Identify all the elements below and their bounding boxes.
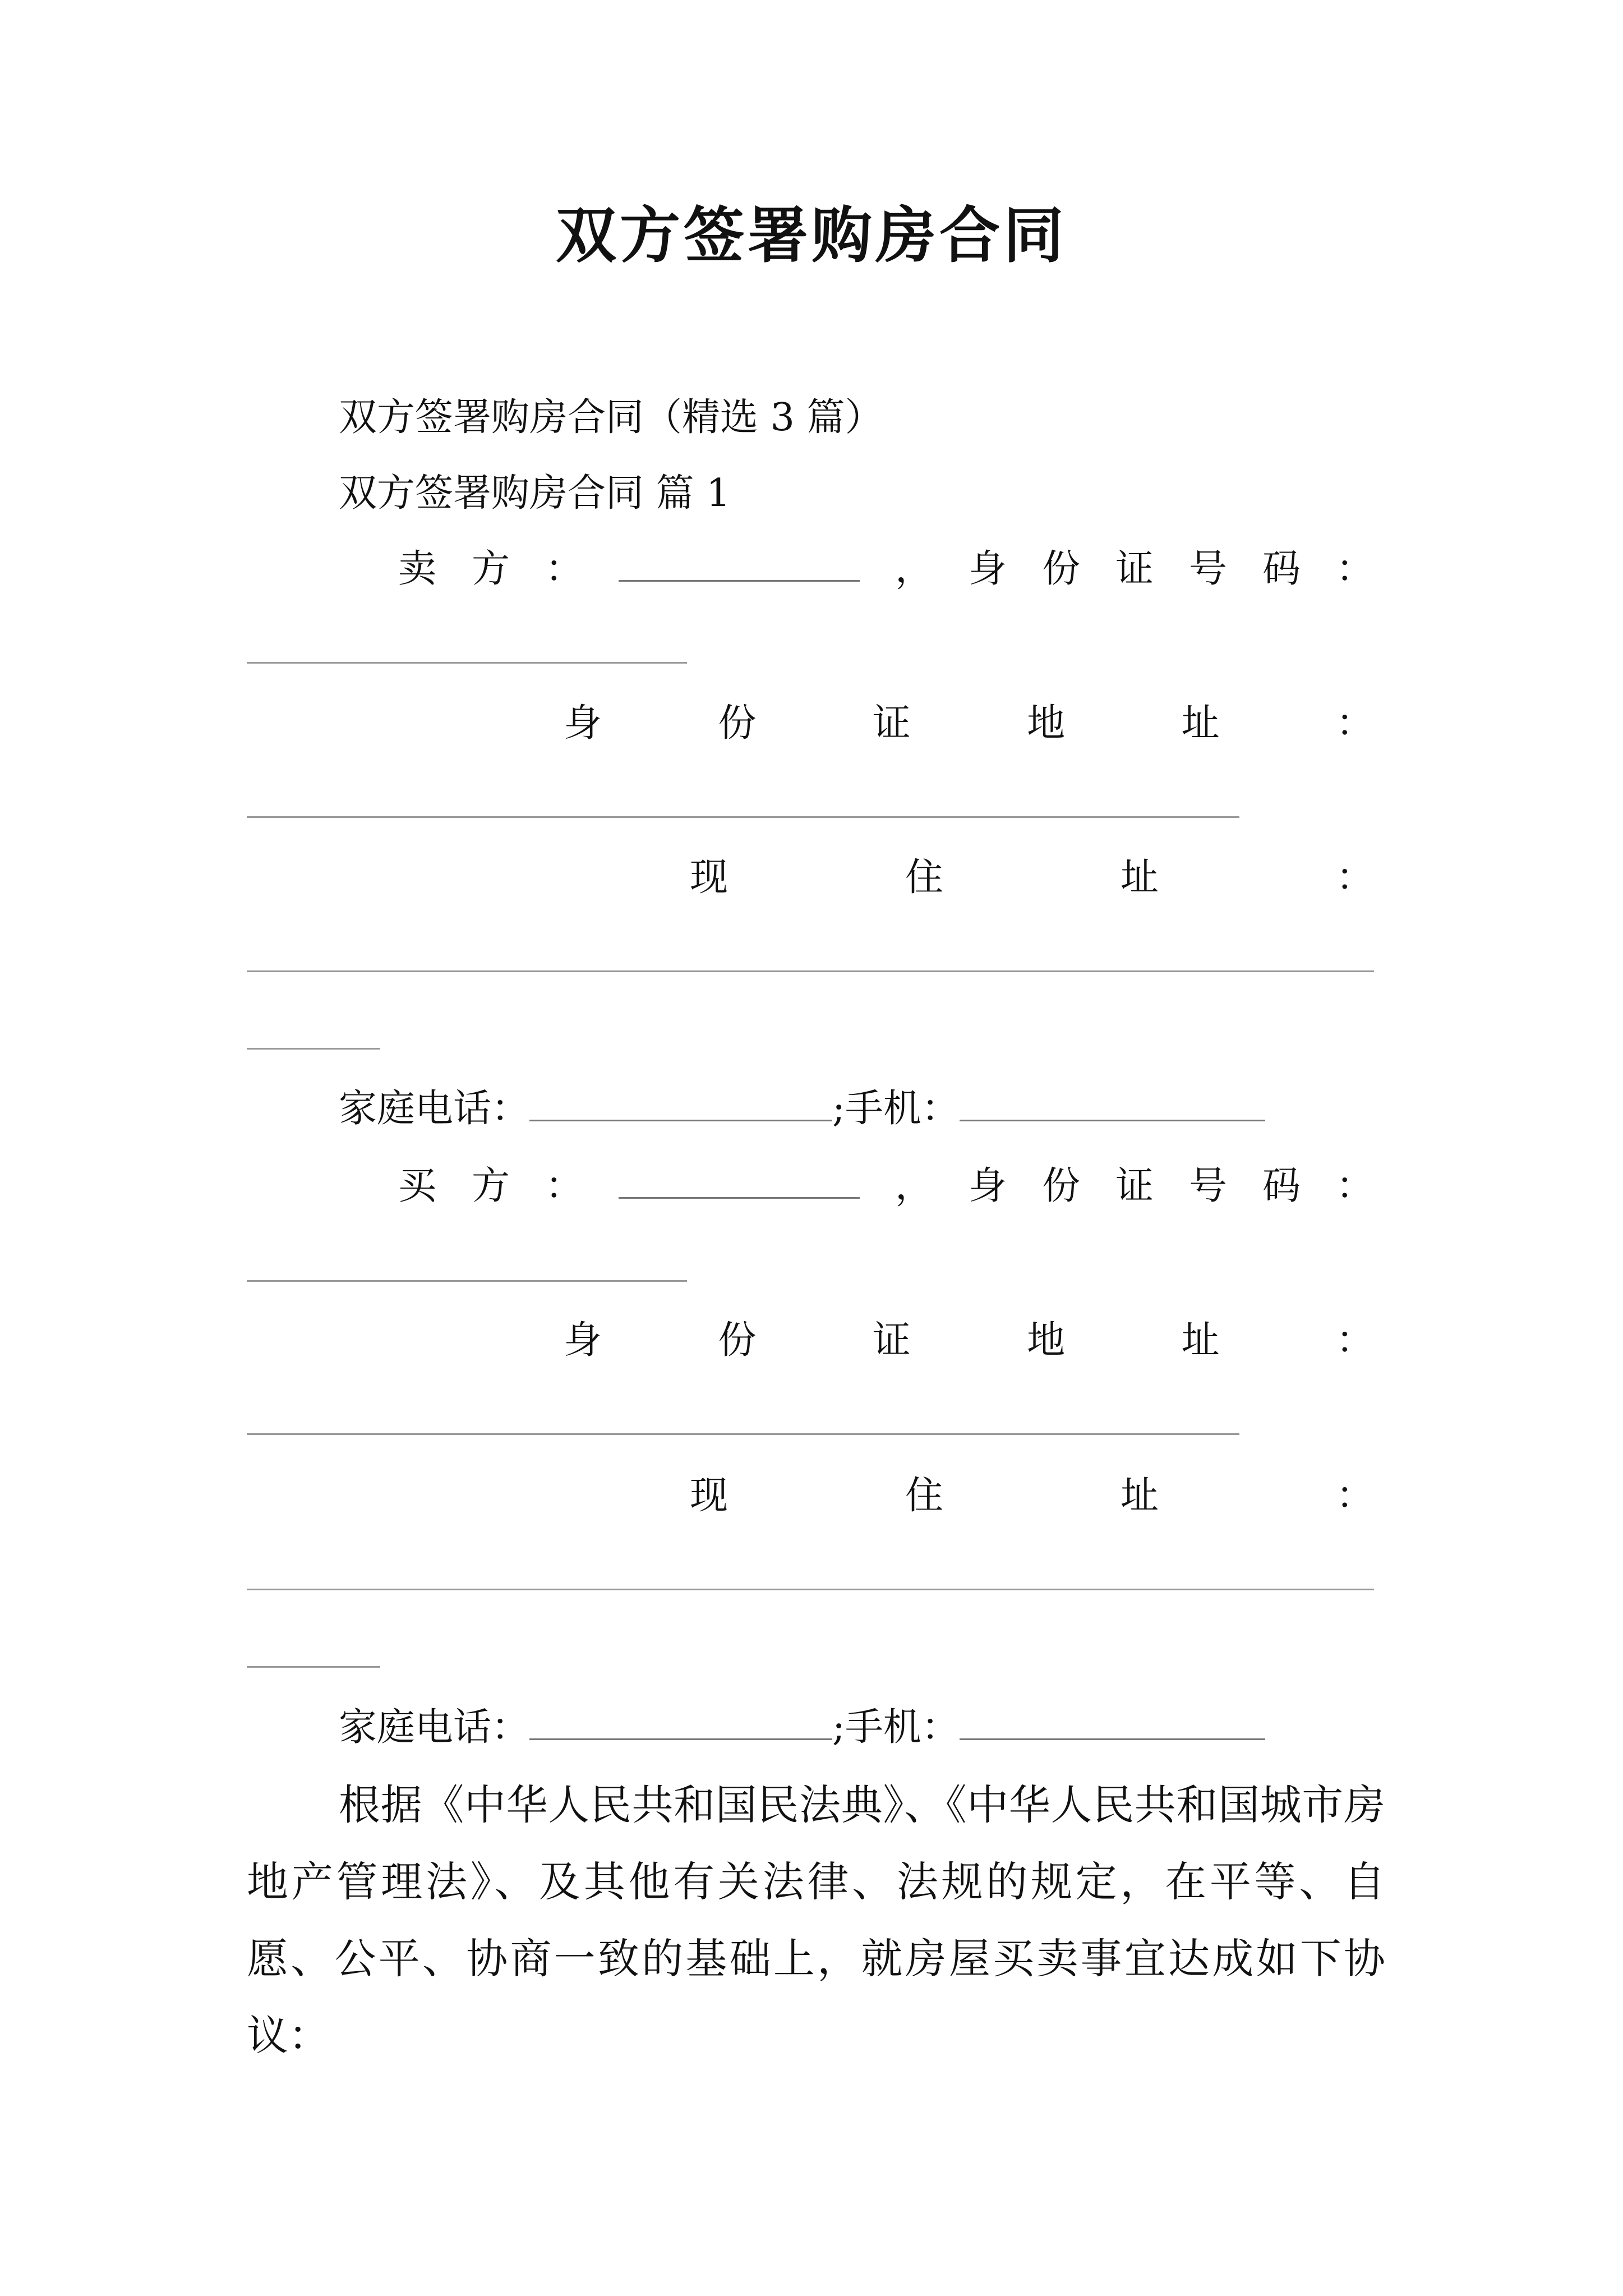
seller-addr-char: 址 [1181, 701, 1220, 746]
seller-id-blank[interactable] [247, 662, 687, 664]
buyer-id-address-blank[interactable] [247, 1433, 1239, 1435]
buyer-id-char: 号 [1188, 1164, 1227, 1208]
buyer-char: ： [545, 1164, 584, 1208]
seller-id-address-line [564, 693, 1374, 754]
seller-addr-char: 证 [872, 701, 911, 746]
buyer-addr-char: 份 [718, 1318, 757, 1363]
seller-name-blank[interactable] [619, 552, 860, 582]
buyer-id-char: 份 [1041, 1164, 1080, 1208]
buyer-current-address-blank-cont[interactable] [247, 1666, 380, 1668]
buyer-cur-char: ： [1335, 1474, 1374, 1518]
buyer-id-blank[interactable] [247, 1280, 687, 1282]
seller-current-address-line [690, 847, 1374, 909]
buyer-addr-char: 址 [1181, 1318, 1220, 1363]
seller-phone-blank[interactable] [529, 1092, 832, 1121]
seller-phone-label: 家庭电话： [339, 1087, 530, 1131]
buyer-cur-char: 住 [905, 1474, 943, 1518]
seller-id-char: ： [1335, 547, 1374, 591]
heading-selected: 双方签署购房合同（精选 3 篇） [339, 395, 883, 440]
seller-current-address-blank-cont[interactable] [247, 1048, 380, 1050]
buyer-cur-char: 现 [690, 1474, 728, 1518]
seller-addr-char: ： [1335, 701, 1374, 746]
buyer-line [398, 1156, 1374, 1217]
buyer-addr-char: 身 [564, 1318, 602, 1363]
document-title: 双方签署购房合同 [555, 200, 1067, 271]
seller-mobile-blank[interactable] [960, 1092, 1265, 1121]
seller-cur-char: ： [1335, 855, 1374, 900]
seller-current-address-blank[interactable] [247, 970, 1374, 972]
buyer-id-address-line [564, 1310, 1374, 1372]
seller-phone-line [339, 1078, 1265, 1140]
buyer-phone-label: 家庭电话： [339, 1705, 530, 1750]
seller-line [398, 539, 1374, 600]
buyer-id-char: ： [1335, 1164, 1374, 1208]
buyer-cur-char: 址 [1120, 1474, 1159, 1518]
seller-addr-char: 地 [1027, 701, 1066, 746]
seller-char: ： [545, 547, 584, 591]
buyer-char: 买 [398, 1164, 437, 1208]
seller-mobile-label: ;手机： [832, 1087, 960, 1131]
buyer-addr-char: 证 [872, 1318, 911, 1363]
seller-cur-char: 址 [1120, 855, 1159, 900]
seller-addr-char: 份 [718, 701, 757, 746]
seller-id-address-blank[interactable] [247, 816, 1239, 818]
seller-id-char: 号 [1188, 547, 1227, 591]
seller-id-char: 码 [1262, 547, 1301, 591]
seller-char: 方 [472, 547, 510, 591]
heading-part: 双方签署购房合同 篇 1 [339, 471, 731, 516]
seller-addr-char: 身 [564, 701, 602, 746]
buyer-addr-char: 地 [1027, 1318, 1066, 1363]
buyer-phone-line [339, 1697, 1265, 1759]
seller-id-char: 身 [968, 547, 1007, 591]
seller-char: 卖 [398, 547, 437, 591]
seller-cur-char: 现 [690, 855, 728, 900]
seller-id-char: 份 [1041, 547, 1080, 591]
buyer-id-char: 身 [968, 1164, 1007, 1208]
buyer-current-address-line [690, 1465, 1374, 1527]
buyer-id-char: 证 [1115, 1164, 1154, 1208]
buyer-id-char: 码 [1262, 1164, 1301, 1208]
buyer-char: 方 [472, 1164, 510, 1208]
seller-id-char: 证 [1115, 547, 1154, 591]
buyer-mobile-label: ;手机： [832, 1705, 960, 1750]
buyer-name-blank[interactable] [619, 1169, 860, 1199]
buyer-comma: ， [895, 1164, 933, 1208]
seller-comma: ， [895, 547, 933, 591]
buyer-current-address-blank[interactable] [247, 1589, 1374, 1590]
buyer-addr-char: ： [1335, 1318, 1374, 1363]
preamble-paragraph: 根据《中华人民共和国民法典》、《中华人民共和国城市房地产管理法》、及其他有关法律、法规的规定，在平等、自愿、公平、协商一致的基础上，就房屋买卖事宜达成如下协议： [247, 1781, 1385, 2060]
seller-cur-char: 住 [905, 855, 943, 900]
buyer-phone-blank[interactable] [529, 1710, 832, 1740]
buyer-mobile-blank[interactable] [960, 1710, 1265, 1740]
